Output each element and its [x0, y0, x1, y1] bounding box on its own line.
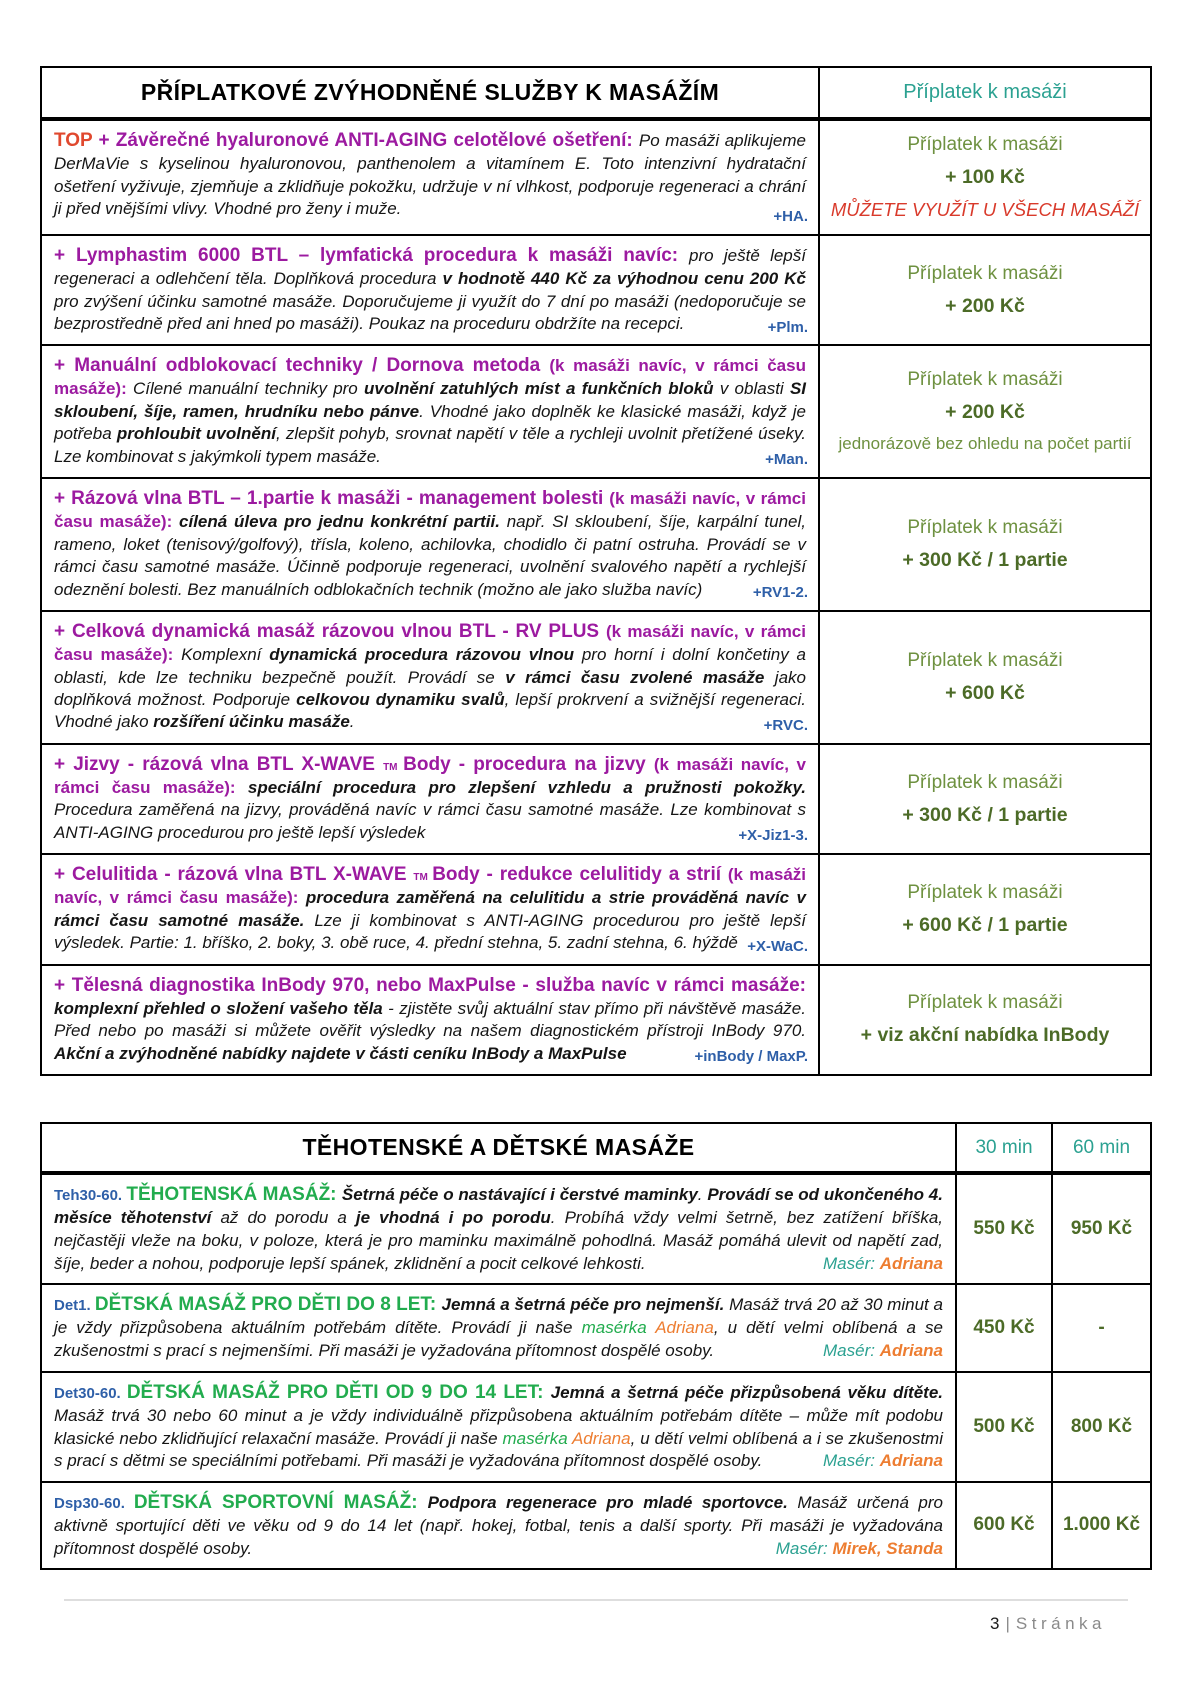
- masseur-label: Masér:: [823, 1451, 875, 1471]
- surcharge-services-table: [40, 66, 1152, 1076]
- table1-header-row: [42, 68, 1150, 121]
- page-footer: [990, 1614, 1106, 1634]
- masseur-credit: [823, 1450, 943, 1473]
- table2-col-60min: 60 min: [1072, 1136, 1131, 1158]
- service-code: +X-Jiz1-3.: [732, 826, 808, 846]
- service-row: [42, 477, 1150, 610]
- service-text: + Lymphastim 6000 BTL – lymfatická procedura k masáži navíc: pro ještě lepší regeneraci a odlehčení těla. Doplňková procedura v hodnotě 440 Kč za výhodnou cenu 200 Kč pro zvýšení účinku samotné masáže. Doporučujeme ji využít do 7 dní po masáži (nedoporučuje se bezprostředně před ani hned po masáži). Poukaz na proceduru obdržíte na recepci.: [54, 245, 806, 333]
- footer-divider: [64, 1599, 1128, 1601]
- table2-header-row: [42, 1124, 1150, 1175]
- masseur-label: Masér:: [775, 1538, 828, 1558]
- table1-price-column-header: Příplatek k masáži: [903, 81, 1067, 103]
- service-price-cell: Příplatek k masáži + 300 Kč / 1 partie: [902, 771, 1068, 826]
- service-row: [42, 610, 1150, 743]
- service-price-cell: Příplatek k masáži + 200 Kč: [907, 262, 1063, 317]
- masseur-credit: [823, 1253, 943, 1276]
- footer-label: Stránka: [1015, 1614, 1106, 1633]
- service-description: [42, 855, 820, 963]
- service-row: [42, 964, 1150, 1074]
- masseur-name: Adriana: [879, 1253, 943, 1273]
- price-60min: 800 Kč: [1070, 1415, 1133, 1437]
- service-row: [42, 853, 1150, 963]
- service-price-cell: Příplatek k masáži + 600 Kč / 1 partie: [902, 881, 1068, 936]
- price-30min: 550 Kč: [957, 1175, 1053, 1283]
- price-60min: 950 Kč: [1070, 1218, 1133, 1240]
- service-code: +X-WaC.: [741, 937, 808, 957]
- masseur-name: Adriana: [879, 1451, 943, 1471]
- massage-text: Det30-60. DĚTSKÁ MASÁŽ PRO DĚTI OD 9 DO 14 LET: Jemná a šetrná péče přizpůsobená věku dítěte. Masáž trvá 30 nebo 60 minut a je vždy individuálně přizpůsobena aktuálním potřebám dítěte – může mít podobu klasické nebo zklidňující relaxační masáže. Provádí ji naše masérka Adriana, u dětí velmi oblíbená a i se zkušenostmi s prací s dětmi se speciálními potřebami. Při masáži je vyžadována přítomnost dospělé osoby.: [54, 1381, 944, 1471]
- service-code: +inBody / MaxP.: [688, 1047, 808, 1067]
- service-text: + Celulitida - rázová vlna BTL X-WAVE TM Body - redukce celulitidy a strií (k masáži navíc, v rámci času masáže): procedura zaměřená na celulitidu a strie prováděná navíc v rámci času samotné masáže. Lze ji kombinovat s ANTI-AGING procedurou pro ještě lepší výsledek. Partie: 1. bříško, 2. boky, 3. obě ruce, 4. přední stehna, 5. zadní stehna, 6. hýždě: [54, 864, 807, 953]
- page-number: 3: [990, 1614, 1000, 1633]
- service-row: [42, 743, 1150, 853]
- massage-row: [42, 1175, 1150, 1283]
- massage-row: [42, 1481, 1150, 1568]
- masseur-name: Mirek, Standa: [832, 1538, 943, 1558]
- service-description: [42, 236, 820, 344]
- massage-text: Teh30-60. TĚHOTENSKÁ MASÁŽ: Šetrná péče o nastávající i čerstvé maminky. Provádí se od ukončeného 4. měsíce těhotenství až do porodu a je vhodná i po porodu. Probíhá vždy velmi šetrně, bez zatížení bříška, nejčastěji vleže na boku, v poloze, která je pro maminku maximálně pohodlná. Masáž pomáhá ulevit od napětí zad, šíje, beder a nohou, podporuje lepší spánek, zklidnění a pocit celkové lehkosti.: [54, 1184, 943, 1273]
- massage-text: Dsp30-60. DĚTSKÁ SPORTOVNÍ MASÁŽ: Podpora regenerace pro mladé sportovce. Masáž určená pro aktivně sportující děti ve věku od 9 do 14 let (např. hokej, fotbal, tenis a další sporty. Při masáži je vyžadována přítomnost dospělé osoby.: [54, 1491, 943, 1558]
- price-30min: 600 Kč: [957, 1483, 1053, 1568]
- pregnancy-children-massage-table: [40, 1122, 1152, 1570]
- price-30min: 500 Kč: [957, 1373, 1053, 1481]
- service-text: + Celková dynamická masáž rázovou vlnou BTL - RV PLUS (k masáži navíc, v rámci času masáže): Komplexní dynamická procedura rázovou vlnou pro horní i dolní končetiny a oblasti, kde lze techniku bezpečně použít. Provádí se v rámci času zvolené masáže jako doplňková možnost. Podporuje celkovou dynamiku svalů, lepší prokrvení a svižnější regeneraci. Vhodné jako rozšíření účinku masáže.: [54, 621, 807, 732]
- service-code: +Man.: [759, 450, 808, 470]
- service-code: +RVC.: [758, 716, 808, 736]
- service-text: + Rázová vlna BTL – 1.partie k masáži - management bolesti (k masáži navíc, v rámci času masáže): cílená úleva pro jednu konkrétní partii. např. SI skloubení, šíje, karpální tunel, rameno, loket (tenisový/golfový), třísla, koleno, achilovka, chodidlo či patní ostruha. Provádí se v rámci času samotné masáže. Účinně podporuje regeneraci, uvolnění svalového napětí a rychlejší odeznění bolesti. Bez manuálních odblokačních technik (možno ale jako služba navíc): [54, 488, 807, 599]
- massage-description: [42, 1285, 957, 1370]
- table1-title: PŘÍPLATKOVÉ ZVÝHODNĚNÉ SLUŽBY K MASÁŽÍM: [42, 68, 820, 117]
- service-price-cell: Příplatek k masáži + 300 Kč / 1 partie: [902, 517, 1068, 572]
- price-60min: -: [1098, 1316, 1105, 1338]
- service-code: +HA.: [767, 207, 808, 227]
- service-text: + Tělesná diagnostika InBody 970, nebo MaxPulse - služba navíc v rámci masáže: komplexní přehled o složení vašeho těla - zjistěte svůj aktuální stav přímo při návštěvě masáže. Před nebo po masáži si můžete ověřit výsledky na našem diagnostickém přístroji InBody 970. Akční a zvýhodněné nabídky najdete v části ceníku InBody a MaxPulse: [54, 974, 806, 1063]
- service-description: [42, 346, 820, 477]
- service-price-cell: Příplatek k masáži + 600 Kč: [907, 649, 1063, 704]
- massage-row: [42, 1371, 1150, 1481]
- table2-title: TĚHOTENSKÉ A DĚTSKÉ MASÁŽE: [42, 1124, 957, 1171]
- massage-text: Det1. DĚTSKÁ MASÁŽ PRO DĚTI DO 8 LET: Jemná a šetrná péče pro nejmenší. Masáž trvá 20 až 30 minut a je vždy přizpůsobena aktuálním potřebám dítěte. Provádí ji naše masérka Adriana, u dětí velmi oblíbená a se zkušenostmi s prací s nejmenšími. Při masáži je vyžadována přítomnost dospělé osoby.: [54, 1294, 944, 1361]
- masseur-credit: [776, 1538, 943, 1561]
- service-code: +RV1-2.: [747, 583, 808, 603]
- massage-row: [42, 1283, 1150, 1370]
- service-text: + Manuální odblokovací techniky / Dornova metoda (k masáži navíc, v rámci času masáže): Cílené manuální techniky pro uvolnění zatuhlých míst a funkčních bloků v oblasti SI skloubení, šíje, ramen, hrudníku nebo pánve. Vhodné jako doplněk ke klasické masáži, když je potřeba prohloubit uvolnění, zlepšit pohyb, srovnat napětí v těle a rychleji uvolnit přetížené úseky. Lze kombinovat s jakýmkoli typem masáže.: [54, 355, 807, 466]
- service-row: [42, 234, 1150, 344]
- footer-separator: |: [1005, 1614, 1010, 1633]
- masseur-name: Adriana: [879, 1341, 943, 1361]
- service-price-cell: Příplatek k masáži + 100 Kč MŮŽETE VYUŽÍT U VŠECH MASÁŽÍ: [830, 134, 1140, 220]
- service-row: [42, 344, 1150, 477]
- masseur-credit: [823, 1340, 943, 1363]
- massage-description: [42, 1175, 957, 1283]
- service-price-cell: Příplatek k masáži + 200 Kč jednorázově bez ohledu na počet partií: [838, 369, 1132, 454]
- service-description: [42, 612, 820, 743]
- service-description: [42, 479, 820, 610]
- service-text: + Jizvy - rázová vlna BTL X-WAVE TM Body - procedura na jizvy (k masáži navíc, v rámci času masáže): speciální procedura pro zlepšení vzhledu a pružnosti pokožky. Procedura zaměřená na jizvy, prováděná navíc v rámci času samotné masáže. Lze kombinovat s ANTI-AGING procedurou pro ještě lepší výsledek: [54, 753, 806, 842]
- price-30min: 450 Kč: [957, 1285, 1053, 1370]
- service-code: +Plm.: [762, 318, 808, 338]
- massage-description: [42, 1483, 957, 1568]
- masseur-label: Masér:: [823, 1253, 875, 1273]
- service-price-cell: Příplatek k masáži + viz akční nabídka InBody: [860, 992, 1110, 1047]
- massage-description: [42, 1373, 957, 1481]
- price-60min: 1.000 Kč: [1062, 1514, 1141, 1536]
- table2-col-30min: 30 min: [957, 1124, 1053, 1171]
- service-text: TOP + Závěrečné hyaluronové ANTI-AGING celotělové ošetření: Po masáži aplikujeme DerMaVie s kyselinou hyaluronovou, panthenolem a vitamínem E. Toto intenzivní hydratační ošetření vyživuje, zjemňuje a zklidňuje pokožku, udržuje v ní vlhkost, podporuje regeneraci a chrání ji před vnějšími vlivy. Vhodné pro ženy i muže.: [54, 130, 806, 218]
- service-description: [42, 121, 820, 234]
- service-row: [42, 121, 1150, 234]
- service-description: [42, 966, 820, 1074]
- masseur-label: Masér:: [823, 1341, 875, 1361]
- service-description: [42, 745, 820, 853]
